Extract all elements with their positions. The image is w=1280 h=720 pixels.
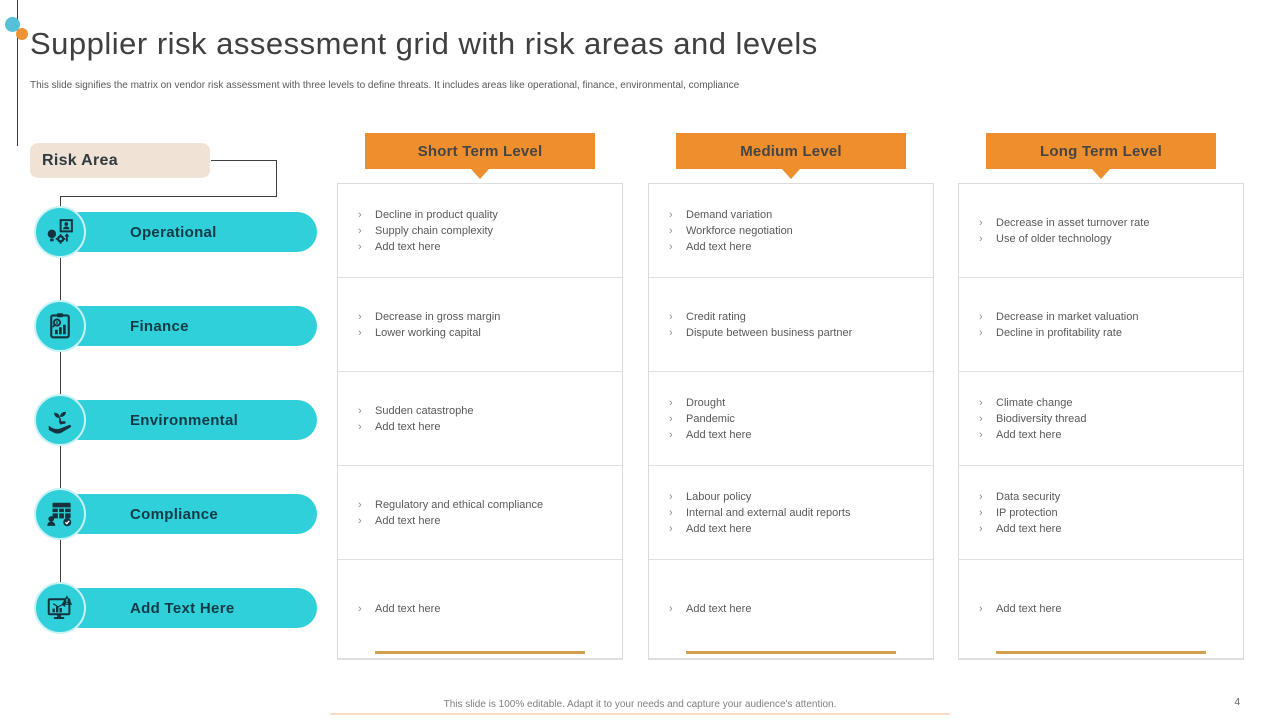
header-pointer-icon [471,169,489,179]
bullet-item [979,601,1235,617]
chevron-bullet-icon: › [358,240,362,253]
level-column-long-term-level [958,133,1244,663]
chevron-bullet-icon: › [979,428,983,441]
bullet-item [979,411,1235,427]
bullet-text: Regulatory and ethical compliance [375,498,544,511]
risk-area-pill-label: Finance [60,306,317,346]
risk-area-item-operational [34,206,318,258]
bullet-item [358,513,614,529]
risk-area-pill-label: Add Text Here [60,588,317,628]
bullet-text: Climate change [996,396,1073,409]
bullet-item [358,497,614,513]
bullet-text: Credit rating [686,310,746,323]
bullet-item [979,231,1235,247]
bullet-item [358,223,614,239]
column-box [648,183,934,660]
grid-cell [649,560,933,659]
grid-cell [649,372,933,466]
bullet-item [669,411,925,427]
risk-area-pill-label: Environmental [60,400,317,440]
bullet-text: Add text here [996,522,1062,535]
bullet-text: IP protection [996,506,1058,519]
chevron-bullet-icon: › [979,522,983,535]
bullet-item [358,309,614,325]
chevron-bullet-icon: › [358,310,362,323]
connector-line [276,160,277,197]
chevron-bullet-icon: › [358,404,362,417]
bullet-item [669,505,925,521]
bullet-text: Add text here [375,603,441,615]
column-header: Long Term Level [986,133,1216,169]
connector-line [211,160,277,161]
bullet-text: Demand variation [686,208,773,221]
chevron-bullet-icon: › [358,224,362,237]
grid-cell [338,184,622,278]
bullet-item [669,325,925,341]
bullet-text: Add text here [686,240,752,253]
bullet-item [669,207,925,223]
grid-cell [338,372,622,466]
column-box [337,183,623,660]
svg-text:$: $ [55,320,59,325]
risk-area-item-environmental [34,394,318,446]
bullet-item [358,325,614,341]
bullet-item [358,239,614,255]
chevron-bullet-icon: › [669,396,673,409]
risk-area-item-finance [34,300,318,352]
column-header: Short Term Level [365,133,595,169]
risk-area-item-add-text-here [34,582,318,634]
header-pointer-icon [1092,169,1110,179]
chevron-bullet-icon: › [669,208,673,221]
bullet-item [979,395,1235,411]
bullet-text: Decrease in asset turnover rate [996,216,1150,229]
bullet-item [669,601,925,617]
column-header: Medium Level [676,133,906,169]
operational-icon [34,206,86,258]
bullet-text: Add text here [996,603,1062,615]
bullet-text: Sudden catastrophe [375,404,474,417]
bullet-text: Data security [996,490,1061,503]
bullet-text: Internal and external audit reports [686,506,851,519]
grid-cell [959,372,1243,466]
grid-cell [959,278,1243,372]
chevron-bullet-icon: › [979,603,983,615]
chevron-bullet-icon: › [669,490,673,503]
column-accent-underline [996,651,1206,654]
bullet-item [358,207,614,223]
chevron-bullet-icon: › [979,310,983,323]
bullet-text: Workforce negotiation [686,224,793,237]
bullet-text: Add text here [375,240,441,253]
bullet-text: Supply chain complexity [375,224,494,237]
bullet-item [358,601,614,617]
compliance-icon [34,488,86,540]
chevron-bullet-icon: › [979,396,983,409]
bullet-text: Add text here [375,420,441,433]
bullet-item [979,505,1235,521]
column-box [958,183,1244,660]
column-accent-underline [375,651,585,654]
bullet-item [669,521,925,537]
bullet-text: Add text here [686,603,752,615]
risk-area-pill-label: Compliance [60,494,317,534]
chevron-bullet-icon: › [669,522,673,535]
footer-note: This slide is 100% editable. Adapt it to your needs and capture your audience's attention. [443,699,837,710]
chevron-bullet-icon: › [669,412,673,425]
bullet-text: Use of older technology [996,232,1112,245]
finance-icon [34,300,86,352]
bullet-text: Decline in product quality [375,208,498,221]
bullet-text: Lower working capital [375,326,481,339]
page-title: Supplier risk assessment grid with risk areas and levels [30,26,818,61]
page-subtitle: This slide signifies the matrix on vendor risk assessment with three levels to define threats. It includes areas like operational, finance, environmental, compliance [30,80,740,91]
grid-cell [649,184,933,278]
level-column-medium-level [648,133,934,663]
bullet-text: Labour policy [686,490,752,503]
chevron-bullet-icon: › [979,490,983,503]
chevron-bullet-icon: › [358,420,362,433]
chevron-bullet-icon: › [979,216,983,229]
bullet-text: Decrease in market valuation [996,310,1139,323]
grid-cell [649,466,933,560]
chevron-bullet-icon: › [358,326,362,339]
grid-cell [338,278,622,372]
monitor-alert-icon [34,582,86,634]
bullet-item [669,489,925,505]
bullet-item [358,403,614,419]
chevron-bullet-icon: › [358,498,362,511]
environmental-icon [34,394,86,446]
level-column-short-term-level [337,133,623,663]
chevron-bullet-icon: › [358,208,362,221]
decorative-orange-dot [16,28,28,40]
bullet-item [979,489,1235,505]
grid-cell [649,278,933,372]
bullet-text: Add text here [996,428,1062,441]
chevron-bullet-icon: › [979,506,983,519]
header-pointer-icon [782,169,800,179]
risk-area-item-compliance [34,488,318,540]
chevron-bullet-icon: › [979,232,983,245]
chevron-bullet-icon: › [669,603,673,615]
bullet-item [358,419,614,435]
chevron-bullet-icon: › [669,428,673,441]
grid-cell [959,466,1243,560]
bullet-item [669,427,925,443]
risk-area-pill-label: Operational [60,212,317,252]
bullet-item [669,223,925,239]
bullet-text: Dispute between business partner [686,326,853,339]
grid-cell [959,184,1243,278]
connector-line [60,196,277,197]
bullet-text: Biodiversity thread [996,412,1087,425]
chevron-bullet-icon: › [669,326,673,339]
bullet-item [669,239,925,255]
chevron-bullet-icon: › [979,326,983,339]
risk-area-label: Risk Area [30,143,210,178]
bullet-text: Add text here [686,522,752,535]
chevron-bullet-icon: › [358,514,362,527]
bullet-item [669,395,925,411]
bullet-text: Pandemic [686,412,735,425]
bullet-text: Decrease in gross margin [375,310,501,323]
chevron-bullet-icon: › [669,310,673,323]
grid-cell [338,560,622,659]
column-accent-underline [686,651,896,654]
page-number: 4 [1234,697,1240,708]
footer-accent-line [330,713,950,715]
chevron-bullet-icon: › [669,224,673,237]
chevron-bullet-icon: › [358,603,362,615]
grid-cell [338,466,622,560]
bullet-text: Add text here [686,428,752,441]
bullet-item [979,521,1235,537]
bullet-item [979,325,1235,341]
bullet-text: Drought [686,396,726,409]
chevron-bullet-icon: › [669,506,673,519]
bullet-text: Add text here [375,514,441,527]
grid-cell [959,560,1243,659]
bullet-item [979,215,1235,231]
bullet-item [669,309,925,325]
chevron-bullet-icon: › [669,240,673,253]
bullet-text: Decline in profitability rate [996,326,1122,339]
bullet-item [979,309,1235,325]
chevron-bullet-icon: › [979,412,983,425]
bullet-item [979,427,1235,443]
